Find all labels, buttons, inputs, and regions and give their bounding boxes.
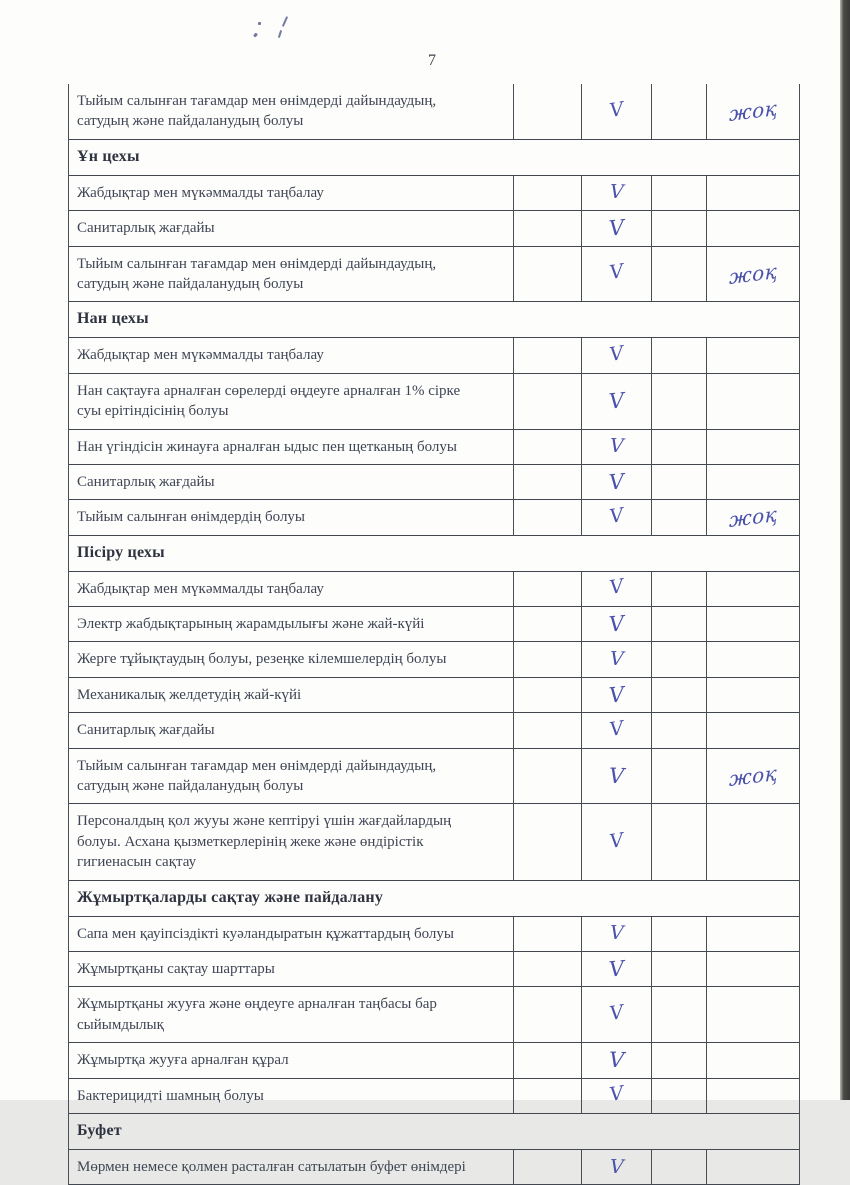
table-row (69, 952, 799, 987)
table-row (69, 1150, 799, 1185)
table-row (69, 917, 799, 952)
note-cell (706, 211, 799, 245)
note-cell (706, 642, 799, 676)
table-row (69, 678, 799, 713)
item-label: Жұмыртқаны жууға және өңдеуге арналған таңбасы бар сыйымдылық (77, 996, 437, 1033)
section-row (69, 302, 799, 338)
ink-smudge (253, 33, 258, 38)
handwritten-checkmark-icon: V (607, 504, 625, 528)
note-cell (706, 374, 799, 429)
note-cell (706, 500, 799, 534)
table-row (69, 607, 799, 642)
item-label: Механикалық желдетудің жай-күйі (77, 686, 302, 703)
empty-cell (651, 607, 706, 641)
check-cell (581, 500, 651, 534)
check-cell (581, 374, 651, 429)
empty-cell (513, 176, 581, 210)
item-label: Санитарлық жағдайы (77, 473, 215, 490)
item-label: Жабдықтар мен мүкәммалды таңбалау (77, 580, 324, 597)
handwritten-checkmark-icon: V (609, 1155, 624, 1178)
empty-cell (651, 952, 706, 986)
check-cell (581, 338, 651, 372)
handwritten-checkmark-icon: V (607, 1082, 625, 1107)
empty-cell (513, 430, 581, 464)
empty-cell (513, 642, 581, 676)
empty-cell (651, 987, 706, 1042)
handwritten-note: жоқ (728, 258, 778, 290)
item-label: Санитарлық жағдайы (77, 722, 215, 739)
note-cell (706, 917, 799, 951)
empty-cell (651, 678, 706, 712)
check-cell (581, 713, 651, 747)
note-cell (706, 465, 799, 499)
note-cell (706, 607, 799, 641)
empty-cell (513, 713, 581, 747)
empty-cell (513, 247, 581, 302)
table-row (69, 211, 799, 246)
table-row (69, 804, 799, 880)
section-title: Ұн цехы (77, 147, 140, 165)
handwritten-checkmark-icon: V (607, 1001, 625, 1026)
item-label: Тыйым салынған тағамдар мен өнімдерді дайындаудың, сатудың және пайдаланудың болуы (77, 757, 437, 795)
empty-cell (513, 338, 581, 372)
note-cell (706, 247, 799, 302)
check-cell (581, 678, 651, 712)
empty-cell (513, 804, 581, 879)
empty-cell (513, 987, 581, 1042)
note-cell (706, 338, 799, 372)
table-row (69, 1043, 799, 1078)
note-cell (706, 1150, 799, 1184)
item-label: Жабдықтар мен мүкәммалды таңбалау (77, 347, 324, 364)
check-cell (581, 430, 651, 464)
handwritten-checkmark-icon: V (607, 97, 625, 122)
handwritten-checkmark-icon: V (607, 575, 625, 600)
section-row (69, 140, 799, 176)
table-row (69, 176, 799, 211)
check-cell (581, 987, 651, 1042)
empty-cell (651, 430, 706, 464)
handwritten-checkmark-icon: V (607, 342, 625, 366)
empty-cell (513, 374, 581, 429)
empty-cell (513, 500, 581, 534)
handwritten-checkmark-icon: V (607, 611, 626, 637)
note-cell (706, 749, 799, 804)
ink-smudge (278, 30, 282, 38)
empty-cell (651, 338, 706, 372)
empty-cell (651, 500, 706, 534)
item-label: Санитарлық жағдайы (77, 220, 215, 237)
empty-cell (651, 713, 706, 747)
handwritten-checkmark-icon: V (607, 828, 625, 853)
inspection-checklist-table (68, 84, 800, 1185)
item-label: Сапа мен қауіпсіздікті куәландыратын құжаттардың болуы (77, 925, 454, 942)
handwritten-checkmark-icon: V (609, 181, 624, 204)
table-row (69, 84, 799, 140)
empty-cell (513, 572, 581, 606)
note-cell (706, 1079, 799, 1113)
section-title: Пісіру цехы (77, 543, 165, 561)
note-cell (706, 84, 799, 139)
ink-smudge (282, 16, 288, 27)
empty-cell (651, 374, 706, 429)
empty-cell (513, 952, 581, 986)
check-cell (581, 804, 651, 879)
empty-cell (651, 917, 706, 951)
empty-cell (513, 211, 581, 245)
section-title: Жұмыртқаларды сақтау және пайдалану (77, 888, 384, 906)
empty-cell (651, 804, 706, 879)
check-cell (581, 211, 651, 245)
item-label: Тыйым салынған тағамдар мен өнімдерді дайындаудың, сатудың және пайдаланудың болуы (77, 255, 437, 292)
item-label: Тыйым салынған тағамдар мен өнімдерді дайындаудың, сатудың және пайдаланудың болуы (77, 93, 437, 130)
handwritten-checkmark-icon: V (607, 956, 626, 982)
item-label: Бактерицидті шамның болуы (77, 1087, 264, 1104)
note-cell (706, 176, 799, 210)
handwritten-checkmark-icon: V (608, 1047, 625, 1073)
item-label: Жұмыртқа жууға арналған құрал (77, 1052, 289, 1069)
handwritten-note: жоқ (728, 760, 778, 792)
empty-cell (513, 917, 581, 951)
empty-cell (651, 749, 706, 804)
table-row (69, 642, 799, 677)
empty-cell (513, 749, 581, 804)
handwritten-note: жоқ (728, 502, 778, 533)
empty-cell (651, 211, 706, 245)
check-cell (581, 952, 651, 986)
section-title: Нан цехы (77, 310, 149, 328)
handwritten-checkmark-icon: V (607, 468, 626, 495)
check-cell (581, 917, 651, 951)
table-row (69, 987, 799, 1043)
item-label: Жабдықтар мен мүкәммалды таңбалау (77, 184, 324, 201)
table-row (69, 500, 799, 535)
check-cell (581, 1043, 651, 1077)
item-label: Нан үгіндісін жинауға арналған ыдыс пен щетканың болуы (77, 438, 457, 455)
handwritten-checkmark-icon: V (609, 434, 624, 458)
handwritten-checkmark-icon: V (609, 922, 624, 945)
empty-cell (651, 572, 706, 606)
check-cell (581, 176, 651, 210)
check-cell (581, 749, 651, 804)
handwritten-checkmark-icon: V (607, 260, 625, 285)
table-row (69, 713, 799, 748)
item-label: Мөрмен немесе қолмен расталған сатылатын буфет өнімдері (77, 1158, 466, 1175)
section-row (69, 881, 799, 917)
scan-edge-shadow (840, 0, 850, 1100)
empty-cell (513, 607, 581, 641)
check-cell (581, 1079, 651, 1113)
item-label: Электр жабдықтарының жарамдылығы және жай-күйі (77, 616, 425, 633)
page-number: 7 (428, 52, 437, 69)
note-cell (706, 952, 799, 986)
note-cell (706, 713, 799, 747)
empty-cell (651, 84, 706, 139)
empty-cell (651, 176, 706, 210)
empty-cell (513, 1079, 581, 1113)
section-row (69, 536, 799, 572)
table-row (69, 374, 799, 430)
note-cell (706, 987, 799, 1042)
empty-cell (651, 1150, 706, 1184)
handwritten-checkmark-icon: V (607, 717, 625, 741)
table-row (69, 749, 799, 805)
empty-cell (651, 1079, 706, 1113)
note-cell (706, 430, 799, 464)
empty-cell (651, 247, 706, 302)
note-cell (706, 804, 799, 879)
table-row (69, 572, 799, 607)
handwritten-checkmark-icon: V (607, 215, 626, 241)
note-cell (706, 1043, 799, 1077)
check-cell (581, 84, 651, 139)
table-row (69, 1079, 799, 1114)
item-label: Жұмыртқаны сақтау шарттары (77, 960, 275, 977)
section-title: Буфет (77, 1121, 122, 1139)
note-cell (706, 572, 799, 606)
item-label: Тыйым салынған өнімдердің болуы (77, 509, 306, 526)
handwritten-checkmark-icon: V (607, 681, 626, 708)
check-cell (581, 642, 651, 676)
handwritten-checkmark-icon: V (607, 388, 626, 414)
table-row (69, 465, 799, 500)
empty-cell (651, 642, 706, 676)
item-label: Нан сақтауға арналған сөрелерді өңдеуге арналған 1% сірке суы ерітіндісінің болуы (77, 382, 461, 420)
empty-cell (513, 678, 581, 712)
item-label: Жерге тұйықтаудың болуы, резеңке кілемшелердің болуы (77, 651, 447, 668)
table-row (69, 247, 799, 303)
check-cell (581, 572, 651, 606)
item-label: Персоналдың қол жууы және кептіруі үшін жағдайлардың болуы. Асхана қызметкерлерінің жеке және өндірістік гигиенасын сақтау (77, 813, 452, 871)
note-cell (706, 678, 799, 712)
section-row (69, 1114, 799, 1150)
handwritten-checkmark-icon: V (608, 763, 625, 788)
check-cell (581, 465, 651, 499)
empty-cell (651, 1043, 706, 1077)
handwritten-checkmark-icon: V (609, 647, 624, 671)
empty-cell (513, 465, 581, 499)
check-cell (581, 607, 651, 641)
check-cell (581, 247, 651, 302)
empty-cell (513, 84, 581, 139)
empty-cell (513, 1043, 581, 1077)
ink-smudge (258, 22, 261, 25)
check-cell (581, 1150, 651, 1184)
handwritten-note: жоқ (728, 96, 778, 127)
table-row (69, 338, 799, 373)
empty-cell (651, 465, 706, 499)
table-row (69, 430, 799, 465)
empty-cell (513, 1150, 581, 1184)
